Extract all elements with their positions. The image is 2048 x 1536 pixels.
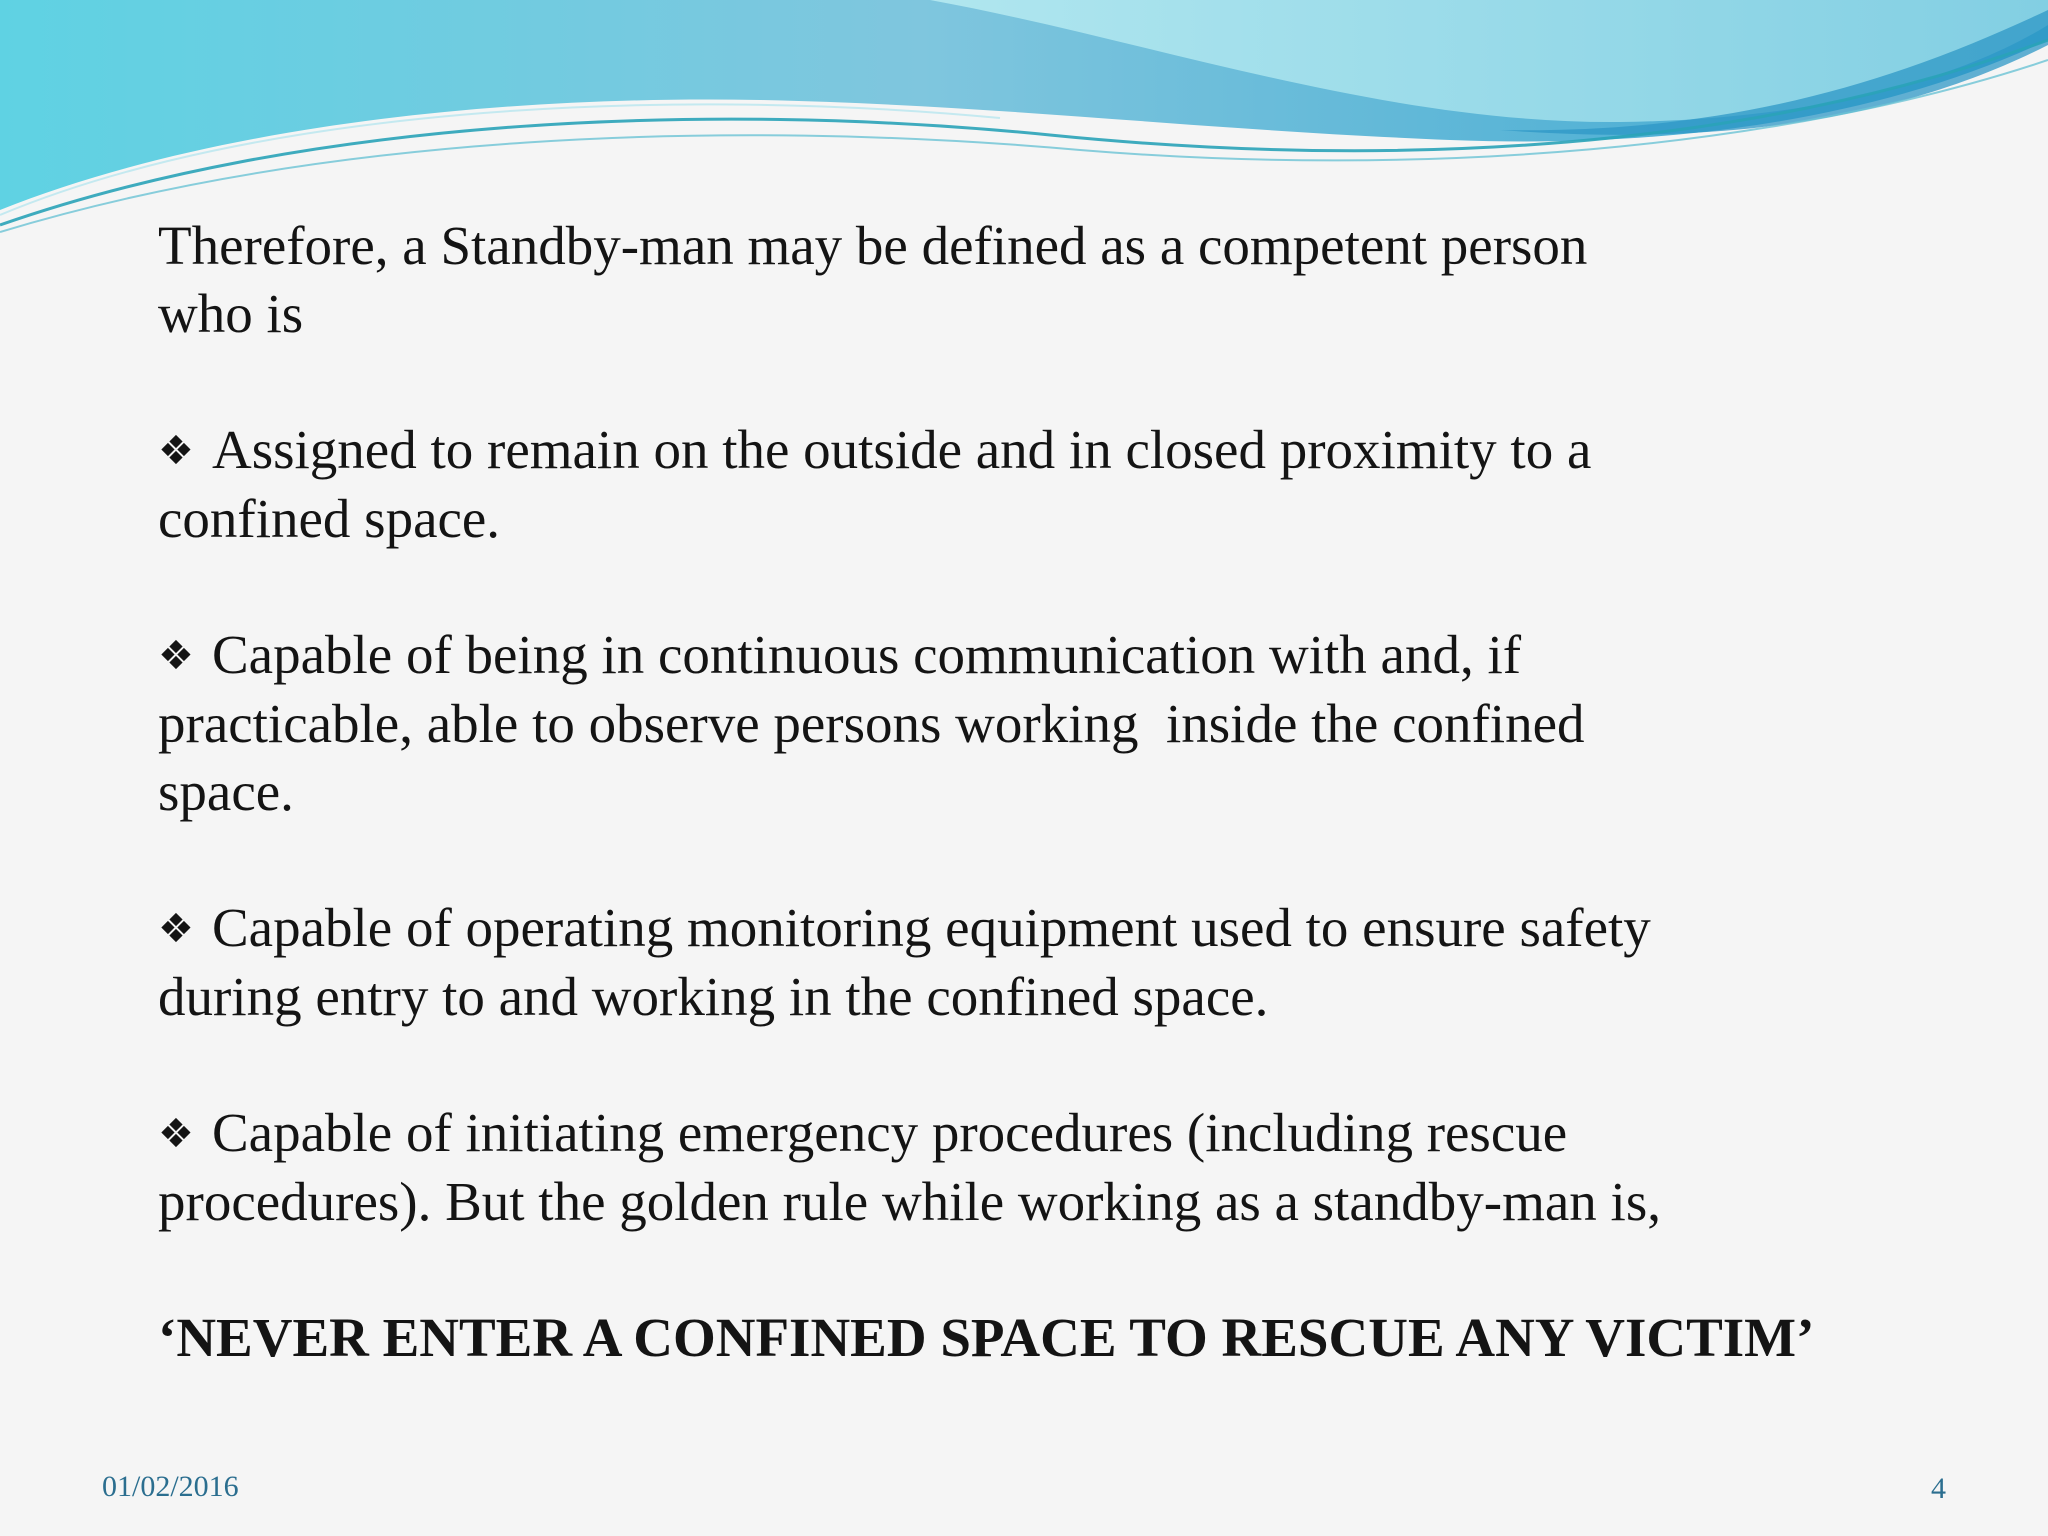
header-wave-decoration	[0, 0, 2048, 240]
bullet-item	[158, 416, 1898, 553]
bullet-line: Capable of initiating emergency procedures (including rescue	[212, 1102, 1568, 1163]
bullet-item	[158, 621, 1898, 826]
intro-line-1: Therefore, a Standby-man may be defined as a competent person	[158, 215, 1588, 276]
page-number: 4	[1931, 1472, 1946, 1505]
slide-body	[158, 212, 1898, 1372]
bullet-line: Capable of being in continuous communication with and, if	[212, 624, 1522, 685]
footer-date: 01/02/2016	[102, 1470, 239, 1503]
intro-text	[158, 212, 1898, 348]
bullet-item	[158, 1099, 1898, 1236]
bullet-line: Capable of operating monitoring equipment used to ensure safety	[212, 897, 1651, 958]
bullet-line: during entry to and working in the confined space.	[158, 966, 1269, 1027]
bullet-line: practicable, able to observe persons working inside the confined	[158, 693, 1585, 754]
four-diamond-bullet-icon: ❖	[158, 428, 194, 474]
bullet-item	[158, 894, 1898, 1031]
bullet-line: confined space.	[158, 488, 501, 549]
four-diamond-bullet-icon: ❖	[158, 633, 194, 679]
intro-line-2: who is	[158, 283, 304, 344]
golden-rule-text: ‘NEVER ENTER A CONFINED SPACE TO RESCUE ANY VICTIM’	[158, 1307, 1815, 1368]
four-diamond-bullet-icon: ❖	[158, 906, 194, 952]
bullet-line: procedures). But the golden rule while working as a standby-man is,	[158, 1171, 1661, 1232]
bullet-line: Assigned to remain on the outside and in closed proximity to a	[212, 419, 1592, 480]
four-diamond-bullet-icon: ❖	[158, 1111, 194, 1157]
bullet-line: space.	[158, 761, 294, 822]
